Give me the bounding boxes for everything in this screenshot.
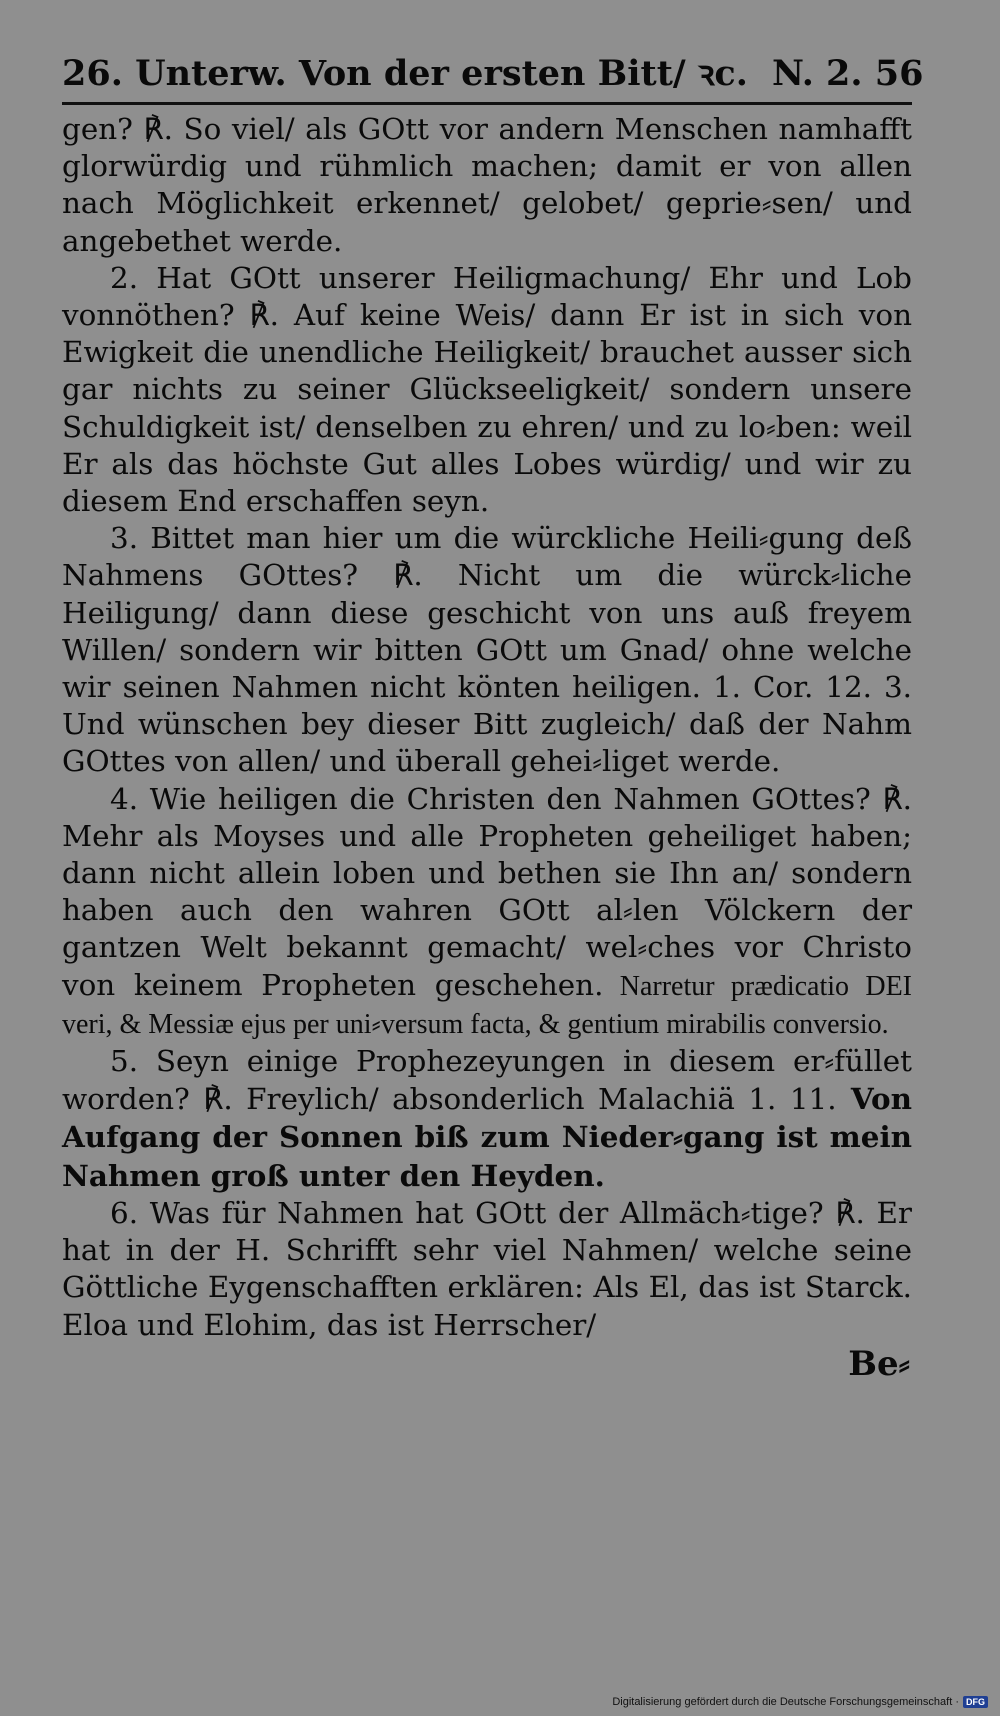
header-title: 26. Unterw. Von der ersten Bitt/ ꝛc. [62,53,748,94]
page-number: N. 2. 56 [771,53,924,94]
body-text [62,111,912,1344]
dfg-logo-icon: DFG [963,1696,988,1708]
scripture-quotation: Von Aufgang der Sonnen biß zum Nieder⸗gang ist mein Nahmen groß unter den Heyden. [62,1081,913,1193]
running-header [62,52,924,96]
latin-quotation: Narretur prædicatio DEI veri, & Messiæ ejus per uni⸗versum facta, & gentium mirabilis conversio. [62,970,912,1040]
paragraph-question-2: 2. Hat GOtt unserer Heiligmachung/ Ehr und Lob vonnöthen? ℟. Auf keine Weis/ dann Er ist in sich von Ewigkeit die unendliche Heiligkeit/ brauchet ausser sich gar nichts zu seiner Glückseeligkeit/ sondern unsere Schuldigkeit ist/ denselben zu ehren/ und zu lo⸗ben: weil Er als das höchste Gut alles Lobes würdig/ und wir zu diesem End erschaffen seyn. [62,260,912,519]
paragraph-question-6: 6. Was für Nahmen hat GOtt der Allmäch⸗tige? ℟. Er hat in der H. Schrifft sehr viel Nahmen/ welche seine Göttliche Eygenschafften erklären: Als El, das ist Starck. Eloa und Elohim, das ist Herrscher/ [62,1195,912,1342]
book-page [62,52,924,1384]
footer-credit [612,1696,988,1708]
paragraph-question-3: 3. Bittet man hier um die würckliche Heili⸗gung deß Nahmens GOttes? ℟. Nicht um die würck⸗liche Heiligung/ dann diese geschicht von uns auß freyem Willen/ sondern wir bitten GOtt um Gnad/ ohne welche wir seinen Nahmen nicht könten heiligen. 1. Cor. 12. 3. Und wünschen bey dieser Bitt zugleich/ daß der Nahm GOttes von allen/ und überall gehei⸗liget werde. [62,521,912,779]
catchword: Be⸗ [848,1343,910,1384]
paragraph-question-4: 4. Wie heiligen die Christen den Nahmen GOttes? ℟. Mehr als Moyses und alle Propheten geheiliget haben; dann nicht allein loben und bethen sie Ihn an/ sondern haben auch den wahren GOtt al⸗len Völckern der gantzen Welt bekannt gemacht/ wel⸗ches vor Christo von keinem Propheten geschehen. Narretur prædicatio DEI veri, & Messiæ ejus per uni⸗versum facta, & gentium mirabilis conversio. [62,781,912,1040]
paragraph-continuation: gen? ℟. So viel/ als GOtt vor andern Menschen namhafft glorwürdig und rühmlich machen; damit er von allen nach Möglichkeit erkennet/ gelobet/ geprie⸗sen/ und angebethet werde. [62,112,912,258]
footer-text: Digitalisierung gefördert durch die Deutsche Forschungsgemeinschaft · [612,1696,959,1708]
paragraph-question-5: 5. Seyn einige Prophezeyungen in diesem er⸗füllet worden? ℟. Freylich/ absonderlich Malachiä 1. 11. Von Aufgang der Sonnen biß zum Nieder⸗gang ist mein Nahmen groß unter den Heyden. [62,1044,913,1193]
header-rule [62,102,912,105]
